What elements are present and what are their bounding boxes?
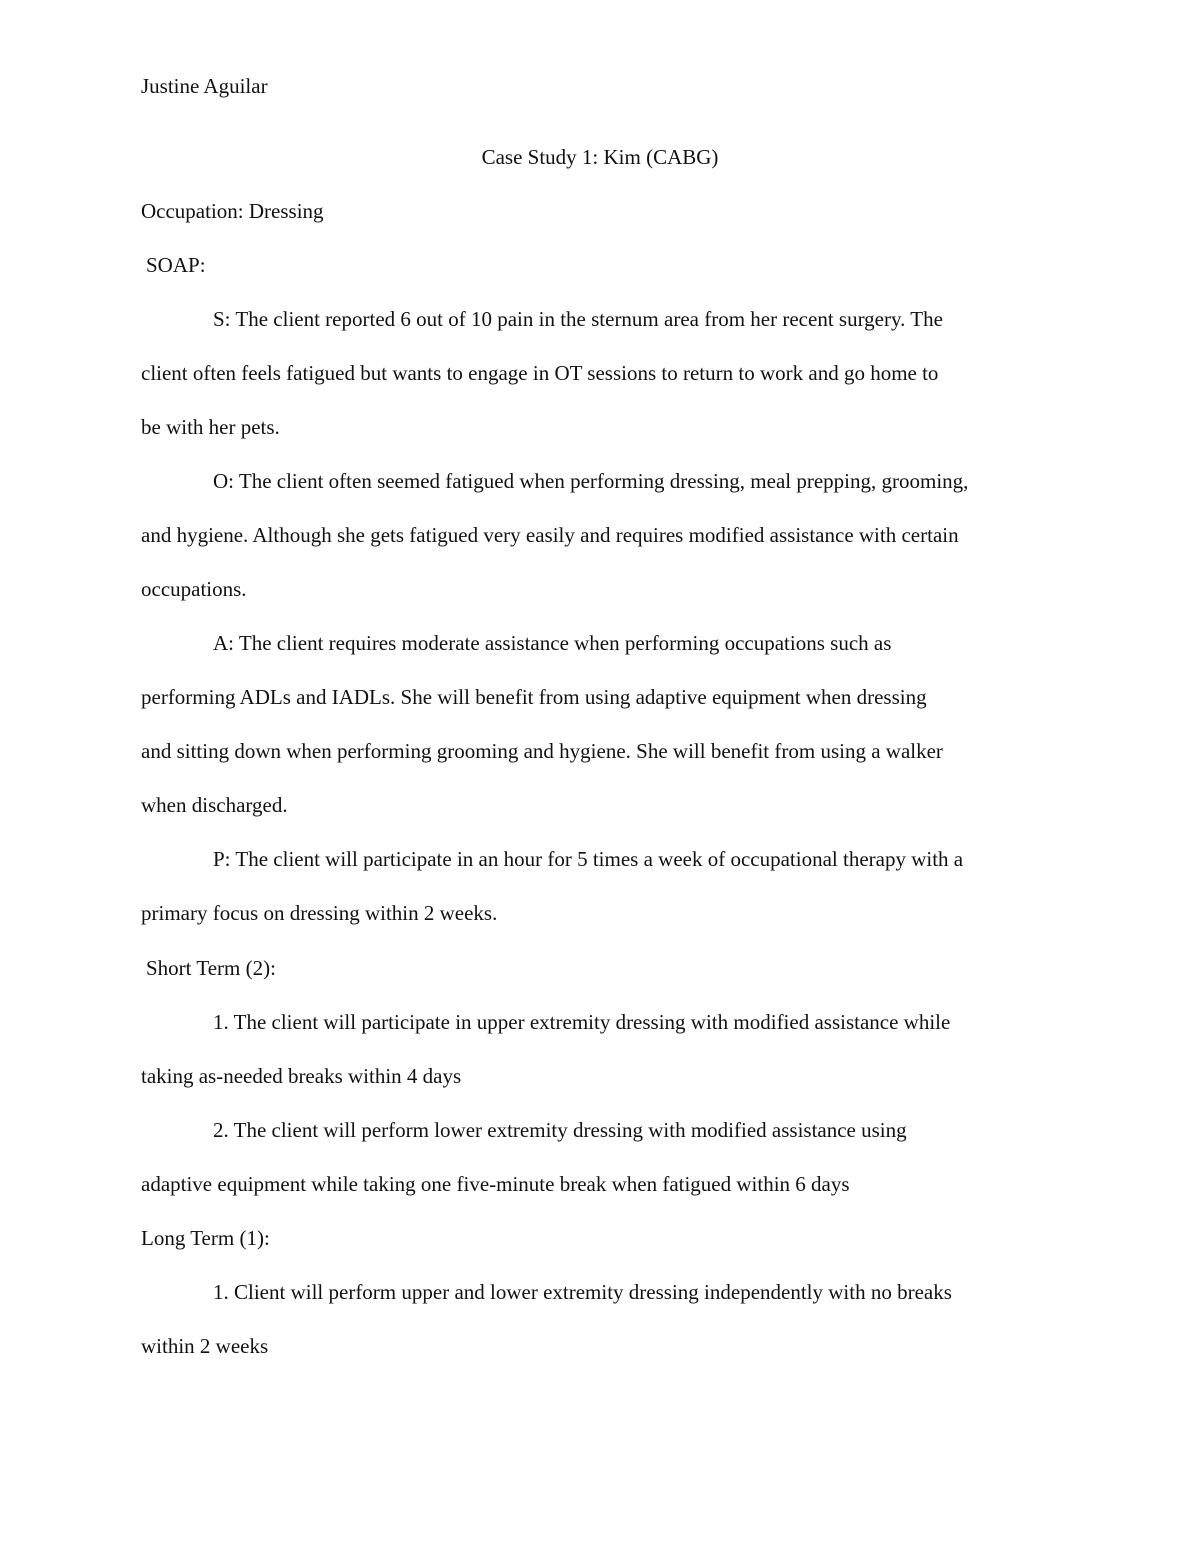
- paragraph-line: when discharged.: [141, 793, 288, 817]
- goal-line: within 2 weeks: [141, 1334, 269, 1358]
- goal-line: 1. Client will perform upper and lower extremity dressing independently with no breaks: [213, 1280, 952, 1304]
- paragraph-line: be with her pets.: [141, 415, 280, 439]
- paragraph-line: O: The client often seemed fatigued when performing dressing, meal prepping, grooming,: [213, 469, 969, 493]
- author-name: Justine Aguilar: [141, 74, 268, 98]
- paragraph-line: performing ADLs and IADLs. She will benefit from using adaptive equipment when dressing: [141, 685, 927, 709]
- long-term-heading: Long Term (1):: [141, 1226, 270, 1250]
- goal-line: adaptive equipment while taking one five-minute break when fatigued within 6 days: [141, 1172, 850, 1196]
- short-term-heading: Short Term (2):: [146, 956, 276, 980]
- occupation-line: Occupation: Dressing: [141, 199, 324, 223]
- paragraph-line: A: The client requires moderate assistance when performing occupations such as: [213, 631, 892, 655]
- paragraph-line: S: The client reported 6 out of 10 pain in the sternum area from her recent surgery. The: [213, 307, 943, 331]
- goal-line: 2. The client will perform lower extremity dressing with modified assistance using: [213, 1118, 907, 1142]
- paragraph-line: and hygiene. Although she gets fatigued very easily and requires modified assistance with certain: [141, 523, 959, 547]
- paragraph-line: and sitting down when performing grooming and hygiene. She will benefit from using a walker: [141, 739, 943, 763]
- paragraph-line: client often feels fatigued but wants to engage in OT sessions to return to work and go home to: [141, 361, 939, 385]
- paragraph-line: primary focus on dressing within 2 weeks.: [141, 901, 498, 925]
- goal-line: taking as-needed breaks within 4 days: [141, 1064, 462, 1088]
- paragraph-line: P: The client will participate in an hour for 5 times a week of occupational therapy with a: [213, 847, 964, 871]
- goal-line: 1. The client will participate in upper extremity dressing with modified assistance while: [213, 1010, 951, 1034]
- paragraph-line: occupations.: [141, 577, 247, 601]
- document-title: Case Study 1: Kim (CABG): [481, 145, 719, 169]
- soap-heading: SOAP:: [146, 253, 206, 277]
